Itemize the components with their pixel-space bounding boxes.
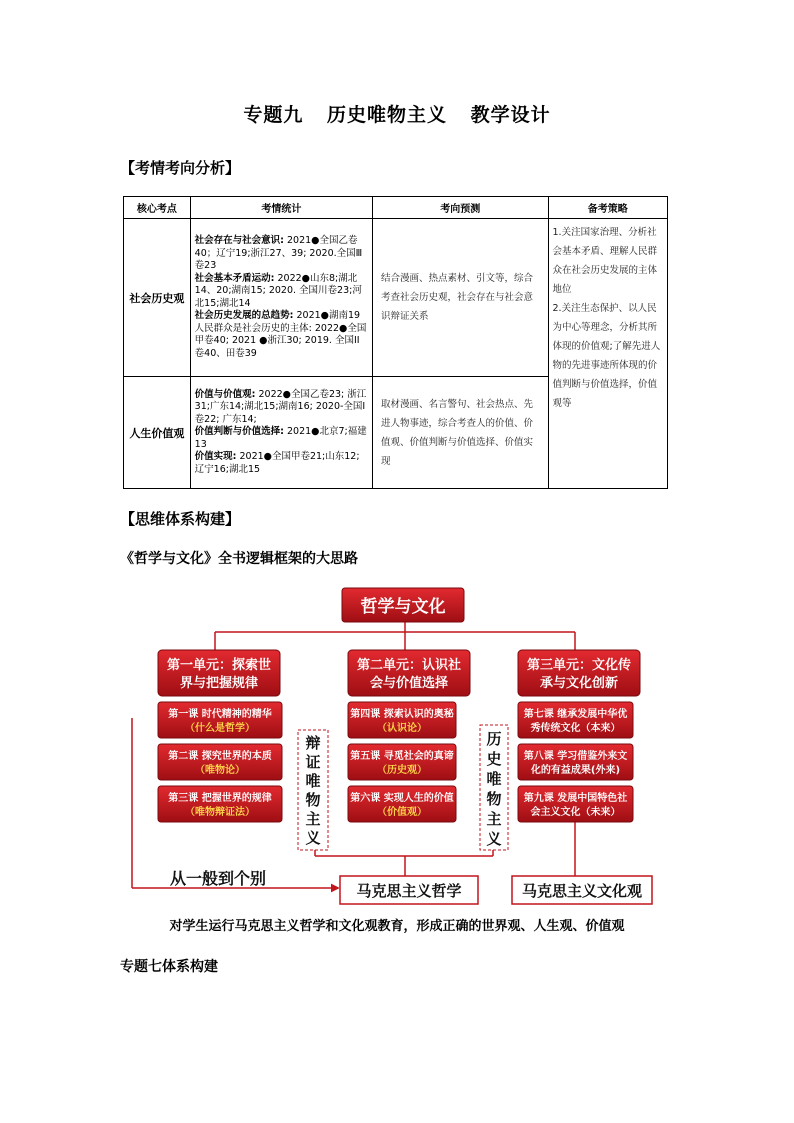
lesson-box [158, 702, 282, 738]
forecast-cell: 结合漫画、热点素材、引文等，综合考查社会历史观，社会存在与社会意识辩证关系 [373, 219, 548, 377]
table-header: 备考策略 [548, 197, 667, 219]
lesson-box [348, 702, 456, 738]
diagram-caption: 对学生运行马克思主义哲学和文化观教育，形成正确的世界观、人生观、价值观 [169, 919, 625, 934]
side-label-char: 义 [305, 829, 321, 847]
lesson-label-line: 第四课 探索认识的奥秘 [350, 709, 454, 720]
side-label-char: 历 [486, 730, 502, 748]
table-header: 核心考点 [124, 197, 191, 219]
top-box-label: 哲学与文化 [360, 597, 446, 617]
table-row [124, 219, 668, 377]
stat-text: 2022●山东8;湖北14、20;湖南15; 2020. 全国川卷23;河北15;湖北14 [194, 272, 362, 309]
document-title [0, 100, 794, 127]
diagram-subtitle: 《哲学与文化》全书逻辑框架的大思路 [120, 551, 358, 567]
topic-cell: 人生价值观 [124, 377, 191, 489]
title-part: 教学设计 [470, 104, 551, 126]
bottom-box-marxist-philosophy [340, 876, 478, 904]
stat-text: 2021●湖南19人民群众是社会历史的主体: 2022●全国甲卷40; 2021 ●浙江30; 2019. 全国II卷40、田卷39 [194, 310, 367, 359]
side-label-char: 辩 [305, 734, 321, 752]
lesson-label-line: 第二课 探究世界的本质 [168, 751, 272, 762]
lesson-label-line: 第六课 实现人生的价值 [350, 793, 454, 804]
lesson-label-line: （历史观） [377, 765, 427, 776]
framework-diagram [120, 580, 670, 910]
table-header: 考向预测 [373, 197, 548, 219]
lesson-label-line: 第三课 把握世界的规律 [168, 793, 272, 804]
stats-cell [190, 377, 372, 489]
lesson-box [518, 786, 633, 822]
lesson-box [158, 786, 282, 822]
side-label-dialectical [298, 730, 328, 850]
stat-label: 社会历史发展的总趋势: [194, 310, 294, 321]
lesson-box [518, 702, 633, 738]
table-header: 考情统计 [190, 197, 372, 219]
lesson-box [158, 744, 282, 780]
stat-label: 社会基本矛盾运动: [194, 272, 275, 284]
footer-heading: 专题七体系构建 [120, 959, 218, 975]
unit-2 [348, 650, 470, 822]
stat-label: 社会存在与社会意识: [194, 235, 284, 246]
side-label-char: 主 [486, 810, 502, 828]
stat-text: 2021●全国甲卷21;山东12;辽宁16;湖北15 [194, 451, 360, 475]
lesson-label-line: 会主义文化（未来） [530, 807, 621, 818]
unit-title-line: 第三单元：文化传 [526, 658, 632, 673]
unit-title-line: 会与价值选择 [369, 676, 449, 691]
top-box-philosophy-culture [342, 588, 464, 622]
strategy-text: 1.关注国家治理、分析社会基本矛盾、理解人民群众在社会历史发展的主体地位 2.关注生态保护、以人民为中心等理念，分析其所体现的价值观;了解先进人物的先进事迹所体现的价值判断与价值选择，价值观等 [552, 227, 661, 409]
lesson-label-line: （唯物论） [195, 765, 245, 776]
side-label-char: 义 [486, 830, 502, 848]
lesson-label-line: （认识论） [377, 723, 427, 734]
topic-cell: 社会历史观 [124, 219, 191, 377]
section-heading-system: 【思维体系构建】 [120, 510, 241, 528]
stat-label: 价值与价值观: [194, 388, 256, 400]
side-label-char: 唯 [305, 772, 321, 790]
lesson-label-line: 第五课 寻觅社会的真谛 [350, 751, 454, 762]
strategy-cell [548, 219, 667, 489]
side-label-char: 主 [305, 810, 321, 828]
lesson-label-line: （什么是哲学） [185, 723, 255, 734]
bottom-left-label: 马克思主义哲学 [356, 882, 462, 900]
stat-label: 价值判断与价值选择: [194, 426, 284, 438]
units-layer [158, 650, 640, 822]
side-label-char: 唯 [486, 770, 502, 788]
bottom-right-label: 马克思主义文化观 [521, 882, 643, 900]
stat-text: 2021●全国乙卷40；辽宁19;浙江27、39; 2020.全国Ⅲ卷23 [194, 235, 363, 271]
unit-title-line: 第一单元：探索世 [166, 658, 272, 673]
arrow-label: 从一般到个别 [170, 869, 267, 888]
lesson-label-line: （唯物辩证法） [185, 807, 255, 818]
stat-text: 2021●北京7;福建13 [194, 426, 367, 450]
stat-text: 2022●全国乙卷23; 浙江31;广东14;湖北15;湖南16; 2020-全国Ⅰ卷22; 广东14; [194, 388, 367, 425]
stat-label: 价值实现: [194, 451, 237, 463]
lesson-label-line: （价值观） [377, 807, 427, 818]
lesson-label-line: 化的有益成果(外来) [530, 765, 621, 776]
section-heading-analysis: 【考情考向分析】 [120, 159, 241, 177]
unit-title-line: 界与把握规律 [179, 676, 259, 691]
side-label-char: 物 [305, 791, 321, 809]
stats-cell [190, 219, 372, 377]
lesson-box [518, 744, 633, 780]
side-label-char: 史 [486, 750, 502, 768]
unit-title-line: 第二单元：认识社 [356, 658, 462, 673]
title-part: 历史唯物主义 [326, 104, 447, 126]
side-label-historical [480, 725, 508, 850]
side-label-char: 证 [305, 753, 321, 771]
lesson-box [348, 786, 456, 822]
lesson-label-line: 第一课 时代精神的精华 [168, 709, 272, 720]
unit-1 [158, 650, 282, 822]
lesson-label-line: 第九课 发展中国特色社 [523, 793, 628, 804]
title-part: 专题九 [243, 104, 304, 126]
forecast-cell: 取材漫画、名言警句、社会热点、先进人物事迹，综合考查人的价值、价值观、价值判断与价值选择、价值实现 [373, 377, 548, 489]
lesson-label-line: 秀传统文化（本来） [530, 723, 621, 734]
lesson-label-line: 第八课 学习借鉴外来文 [523, 751, 628, 762]
lesson-box [348, 744, 456, 780]
table-header-row [124, 197, 668, 219]
exam-analysis-table [123, 196, 668, 489]
lesson-label-line: 第七课 继承发展中华优 [523, 709, 628, 720]
unit-title-line: 承与文化创新 [539, 676, 619, 691]
unit-3 [518, 650, 640, 822]
bottom-box-marxist-culture [512, 876, 652, 904]
side-label-char: 物 [486, 790, 502, 808]
